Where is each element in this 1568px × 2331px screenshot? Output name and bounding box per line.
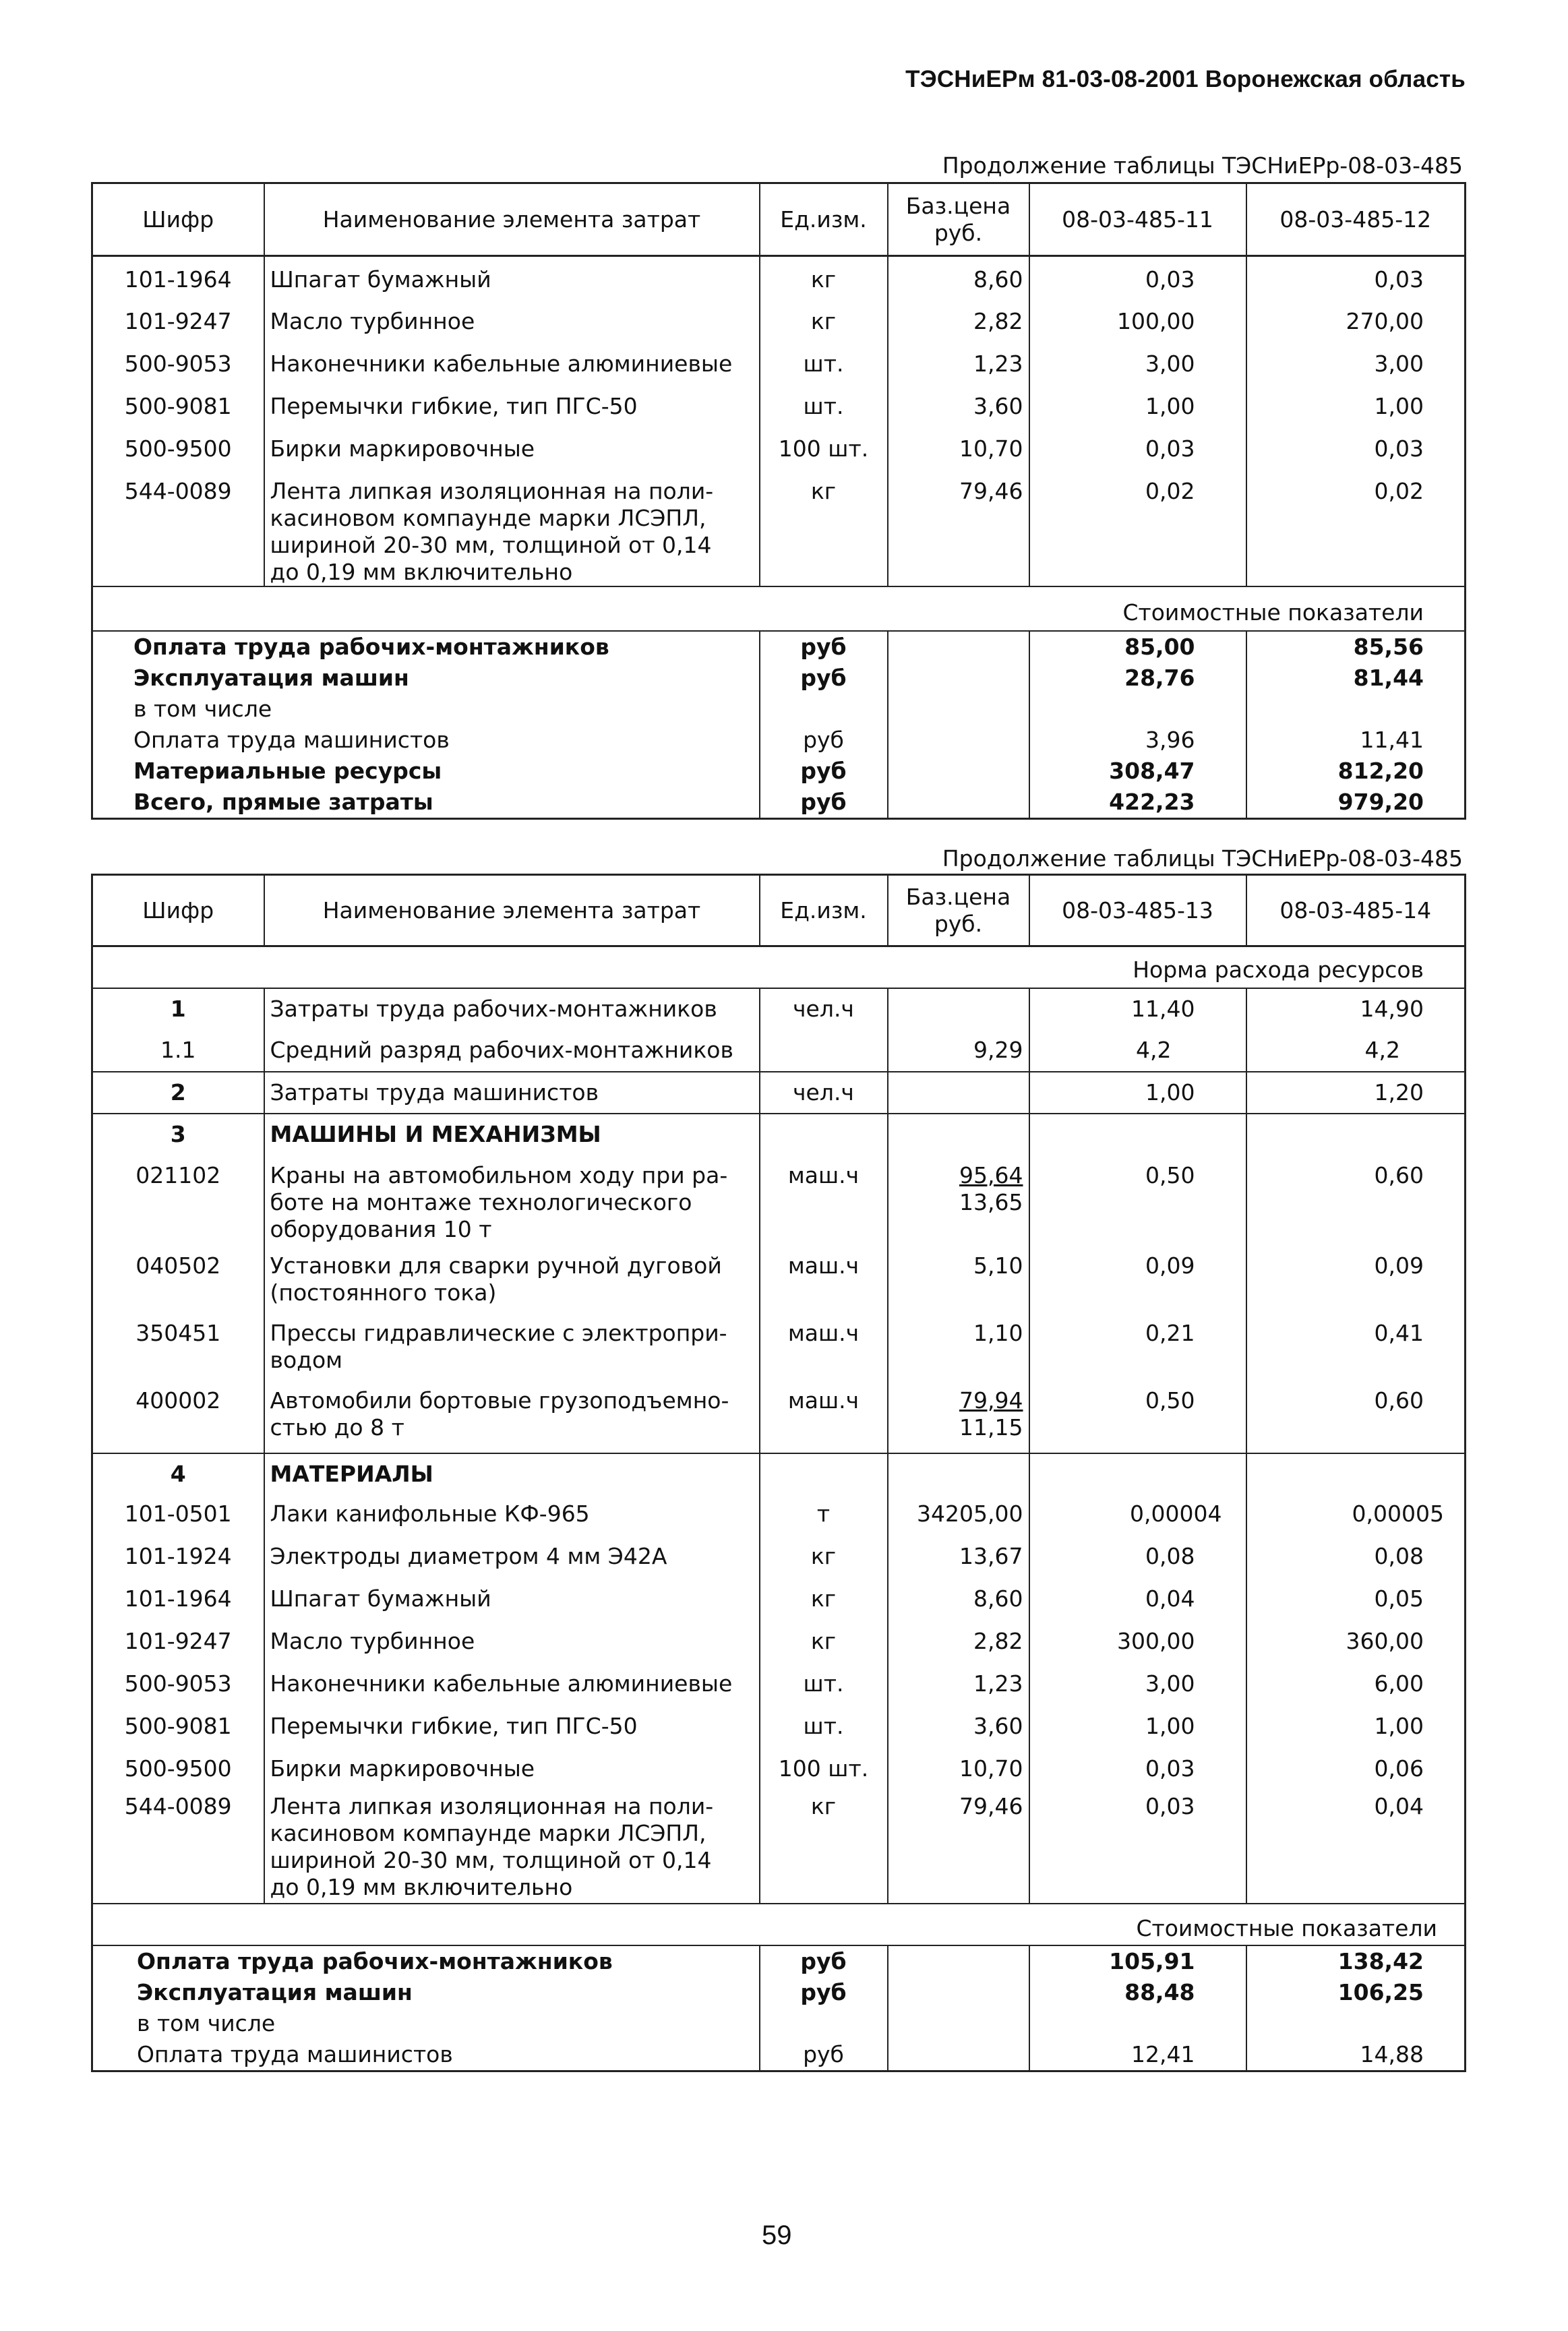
summary-row: в том числе (92, 2008, 1466, 2039)
col-header-norm-14: 08-03-485-14 (1246, 875, 1466, 946)
col-header-name: Наименование элемента затрат (264, 875, 760, 946)
col-header-code: Шифр (92, 875, 264, 946)
table-row: 101-0501 Лаки канифольные КФ-965 т 34205,00 0,00004 0,00005 (92, 1495, 1466, 1538)
table-row: 500-9053 Наконечники кабельные алюминиевые шт. 1,23 3,00 3,00 (92, 342, 1466, 385)
table-row: 101-9247 Масло турбинное кг 2,82 300,00 360,00 (92, 1623, 1466, 1665)
table-row: 500-9500 Бирки маркировочные 100 шт. 10,70 0,03 0,03 (92, 427, 1466, 470)
table1-continuation: Продолжение таблицы ТЭСНиЕРр-08-03-485 (942, 152, 1463, 179)
summary-row: Эксплуатация машин руб 88,48 106,25 (92, 1977, 1466, 2008)
col-header-name: Наименование элемента затрат (264, 183, 760, 256)
col-header-unit: Ед.изм. (760, 183, 888, 256)
resource-table-2 (91, 874, 1466, 2072)
cost-indicators-label-row: Стоимостные показатели (92, 1904, 1466, 1945)
table-row: 1 Затраты труда рабочих-монтажников чел.ч 11,40 14,90 (92, 988, 1466, 1030)
table-row: 500-9053 Наконечники кабельные алюминиевые шт. 1,23 3,00 6,00 (92, 1665, 1466, 1707)
table-header-row (92, 183, 1466, 256)
section-row: 4 МАТЕРИАЛЫ (92, 1453, 1466, 1495)
col-header-norm-12: 08-03-485-12 (1246, 183, 1466, 256)
col-header-price: Баз.цена руб. (888, 183, 1029, 256)
table-row: 101-1964 Шпагат бумажный кг 8,60 0,03 0,03 (92, 256, 1466, 300)
summary-row: Оплата труда рабочих-монтажников руб 85,00 85,56 (92, 631, 1466, 663)
table2-continuation: Продолжение таблицы ТЭСНиЕРр-08-03-485 (942, 845, 1463, 872)
document-header: ТЭСНиЕРм 81-03-08-2001 Воронежская область (905, 66, 1466, 92)
table-row: 101-1964 Шпагат бумажный кг 8,60 0,04 0,05 (92, 1580, 1466, 1623)
col-header-norm-13: 08-03-485-13 (1029, 875, 1246, 946)
table-row: 500-9081 Перемычки гибкие, тип ПГС-50 шт. 3,60 1,00 1,00 (92, 385, 1466, 427)
summary-row: Оплата труда рабочих-монтажников руб 105,91 138,42 (92, 1945, 1466, 1977)
cost-indicators-label-row: Стоимостные показатели (92, 586, 1466, 631)
page-number: 59 (762, 2220, 792, 2250)
table-row: 2 Затраты труда машинистов чел.ч 1,00 1,20 (92, 1072, 1466, 1114)
table-header-row (92, 875, 1466, 946)
table-row: 1.1 Средний разряд рабочих-монтажников 9,29 4,2 4,2 (92, 1030, 1466, 1072)
table-row: 500-9500 Бирки маркировочные 100 шт. 10,70 0,03 0,06 (92, 1750, 1466, 1789)
table-row: 500-9081 Перемычки гибкие, тип ПГС-50 шт. 3,60 1,00 1,00 (92, 1707, 1466, 1750)
table-row: 021102 Краны на автомобильном ходу при ра- боте на монтаже технологического оборудования 10 т маш.ч 95,64 13,65 0,50 0,60 (92, 1155, 1466, 1250)
table-row: 544-0089 Лента липкая изоляционная на поли- касиновом компаунде марки ЛСЭПЛ, шириной 20-30 мм, толщиной от 0,14 до 0,19 мм включительно кг 79,46 0,03 0,04 (92, 1789, 1466, 1904)
summary-row: Всего, прямые затраты руб 422,23 979,20 (92, 787, 1466, 819)
table-row: 040502 Установки для сварки ручной дуговой (постоянного тока) маш.ч 5,10 0,09 0,09 (92, 1250, 1466, 1317)
table-row: 350451 Прессы гидравлические с электропри- водом маш.ч 1,10 0,21 0,41 (92, 1317, 1466, 1385)
summary-row: Оплата труда машинистов руб 3,96 11,41 (92, 725, 1466, 756)
table-row: 101-9247 Масло турбинное кг 2,82 100,00 270,00 (92, 300, 1466, 342)
resource-table-1 (91, 182, 1466, 820)
col-header-code: Шифр (92, 183, 264, 256)
table-row: 544-0089 Лента липкая изоляционная на поли- касиновом компаунде марки ЛСЭПЛ, шириной 20-30 мм, толщиной от 0,14 до 0,19 мм включительно кг 79,46 0,02 0,02 (92, 470, 1466, 586)
section-row: 3 МАШИНЫ И МЕХАНИЗМЫ (92, 1114, 1466, 1155)
norm-label-row: Норма расхода ресурсов (92, 946, 1466, 988)
col-header-norm-11: 08-03-485-11 (1029, 183, 1246, 256)
summary-row: Эксплуатация машин руб 28,76 81,44 (92, 663, 1466, 694)
summary-row: Материальные ресурсы руб 308,47 812,20 (92, 756, 1466, 787)
col-header-unit: Ед.изм. (760, 875, 888, 946)
summary-row: в том числе (92, 694, 1466, 725)
col-header-price: Баз.цена руб. (888, 875, 1029, 946)
table-row: 101-1924 Электроды диаметром 4 мм Э42А кг 13,67 0,08 0,08 (92, 1538, 1466, 1580)
summary-row: Оплата труда машинистов руб 12,41 14,88 (92, 2039, 1466, 2071)
table-row: 400002 Автомобили бортовые грузоподъемно- стью до 8 т маш.ч 79,94 11,15 0,50 0,60 (92, 1385, 1466, 1453)
